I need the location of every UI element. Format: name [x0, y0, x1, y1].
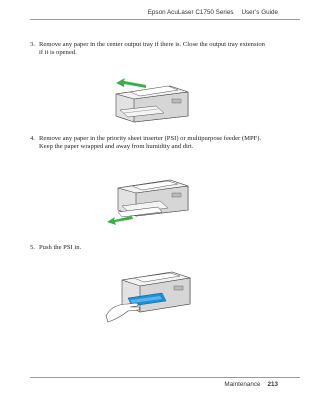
footer-section: Maintenance [224, 381, 261, 388]
step-text: Remove any paper in the center output tray if there is. Close the output tray extension if it is opened. [39, 41, 265, 57]
step-text: Push the PSI in. [39, 244, 82, 251]
hand-icon [106, 303, 140, 322]
step-3 [30, 41, 270, 58]
page-number: 213 [267, 381, 278, 388]
printer-illustration-push-psi [104, 264, 196, 326]
page-header [148, 9, 278, 16]
step-4 [30, 135, 270, 152]
header-product: Epson AcuLaser C1750 Series [147, 9, 234, 16]
header-divider [30, 19, 300, 20]
arrow-icon [107, 216, 133, 225]
step-number: 5. [30, 244, 35, 251]
page-footer [224, 381, 278, 388]
step-text: Remove any paper in the priority sheet inserter (PSI) or multipurpose feeder (MPF). Keep the paper wrapped and away from humidity and dirt. [39, 135, 262, 151]
step-number: 3. [30, 41, 35, 48]
step-number: 4. [30, 135, 35, 142]
step-5 [30, 244, 270, 252]
header-guide: User’s Guide [241, 9, 278, 16]
arrow-icon [116, 78, 146, 88]
printer-illustration-psi-paper [106, 172, 194, 226]
printer-illustration-output-tray [110, 72, 192, 124]
footer-divider [30, 377, 300, 378]
